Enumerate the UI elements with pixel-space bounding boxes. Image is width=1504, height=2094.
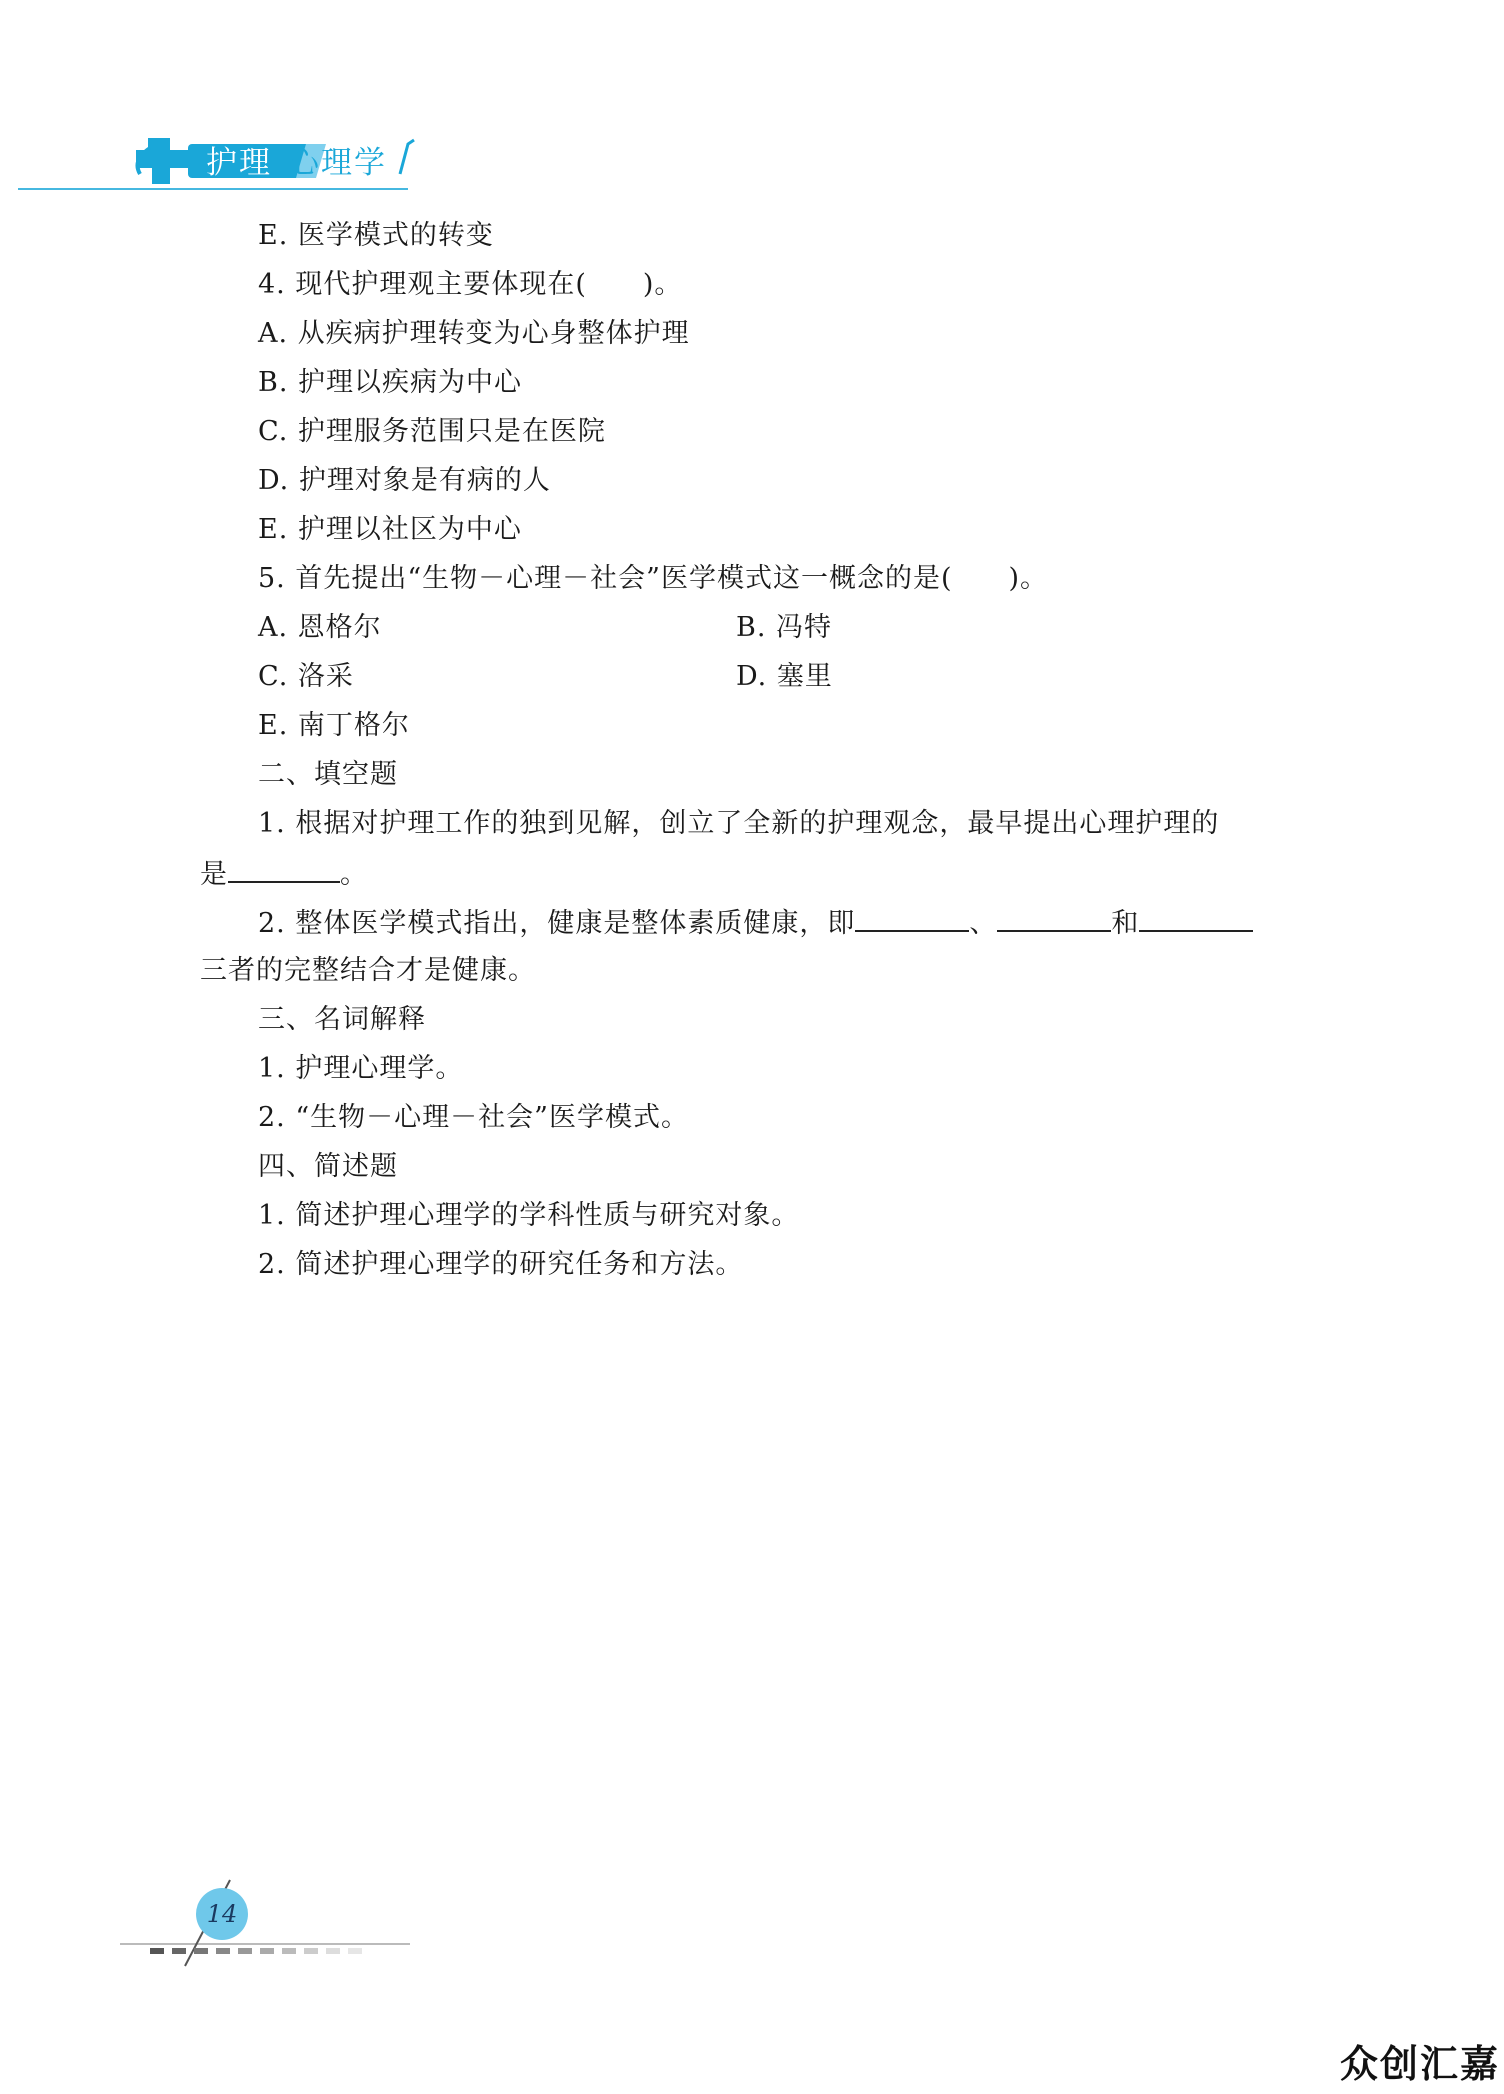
option-line: E. 护理以社区为中心 (258, 514, 522, 545)
question-line: 5. 首先提出“生物－心理－社会”医学模式这一概念的是( )。 (258, 563, 1049, 594)
question-line: 4. 现代护理观主要体现在( )。 (258, 269, 683, 300)
question-line: 1. 根据对护理工作的独到见解，创立了全新的护理观念，最早提出心理护理的 (258, 808, 1220, 839)
footer-decoration-icon (110, 1870, 440, 1970)
fill-blank (997, 902, 1111, 932)
fill-blank (855, 902, 969, 932)
text-span: 是 (200, 859, 228, 890)
option-line: B. 护理以疾病为中心 (258, 367, 523, 398)
page-number: 14 (196, 1888, 248, 1940)
section-heading: 二、填空题 (258, 759, 398, 790)
option-line: C. 护理服务范围只是在医院 (258, 416, 606, 447)
page-header (0, 0, 1504, 200)
text-span: 、 (969, 908, 998, 939)
option-line: E. 南丁格尔 (258, 710, 410, 741)
option-line: E. 医学模式的转变 (258, 220, 494, 251)
question-line: 三者的完整结合才是健康。 (200, 955, 536, 986)
page-footer (110, 1870, 440, 1970)
option-line: A. 恩格尔 (258, 612, 382, 643)
option-line: D. 塞里 (736, 661, 833, 692)
book-title-part2: 心理学 (288, 145, 387, 181)
header-rule (18, 188, 408, 190)
question-line: 2. 简述护理心理学的研究任务和方法。 (258, 1249, 744, 1280)
fill-blank (228, 853, 340, 883)
fill-blank (1139, 902, 1253, 932)
question-line: 2. “生物－心理－社会”医学模式。 (258, 1102, 689, 1133)
question-line (200, 853, 368, 893)
option-line: B. 冯特 (736, 612, 833, 643)
question-line: 1. 护理心理学。 (258, 1053, 464, 1084)
section-heading: 四、简述题 (258, 1151, 398, 1182)
book-title (206, 143, 387, 183)
option-line: A. 从疾病护理转变为心身整体护理 (258, 318, 690, 349)
question-line (258, 902, 1253, 942)
text-span: 。 (340, 859, 368, 890)
book-title-part1: 护理 (206, 145, 272, 181)
option-line: D. 护理对象是有病的人 (258, 465, 551, 496)
text-span: 和 (1111, 908, 1140, 939)
watermark-text: 众创汇嘉 (1339, 2042, 1500, 2086)
question-line: 1. 简述护理心理学的学科性质与研究对象。 (258, 1200, 800, 1231)
section-heading: 三、名词解释 (258, 1004, 426, 1035)
text-span: 2. 整体医学模式指出，健康是整体素质健康，即 (258, 908, 856, 939)
option-line: C. 洛采 (258, 661, 354, 692)
